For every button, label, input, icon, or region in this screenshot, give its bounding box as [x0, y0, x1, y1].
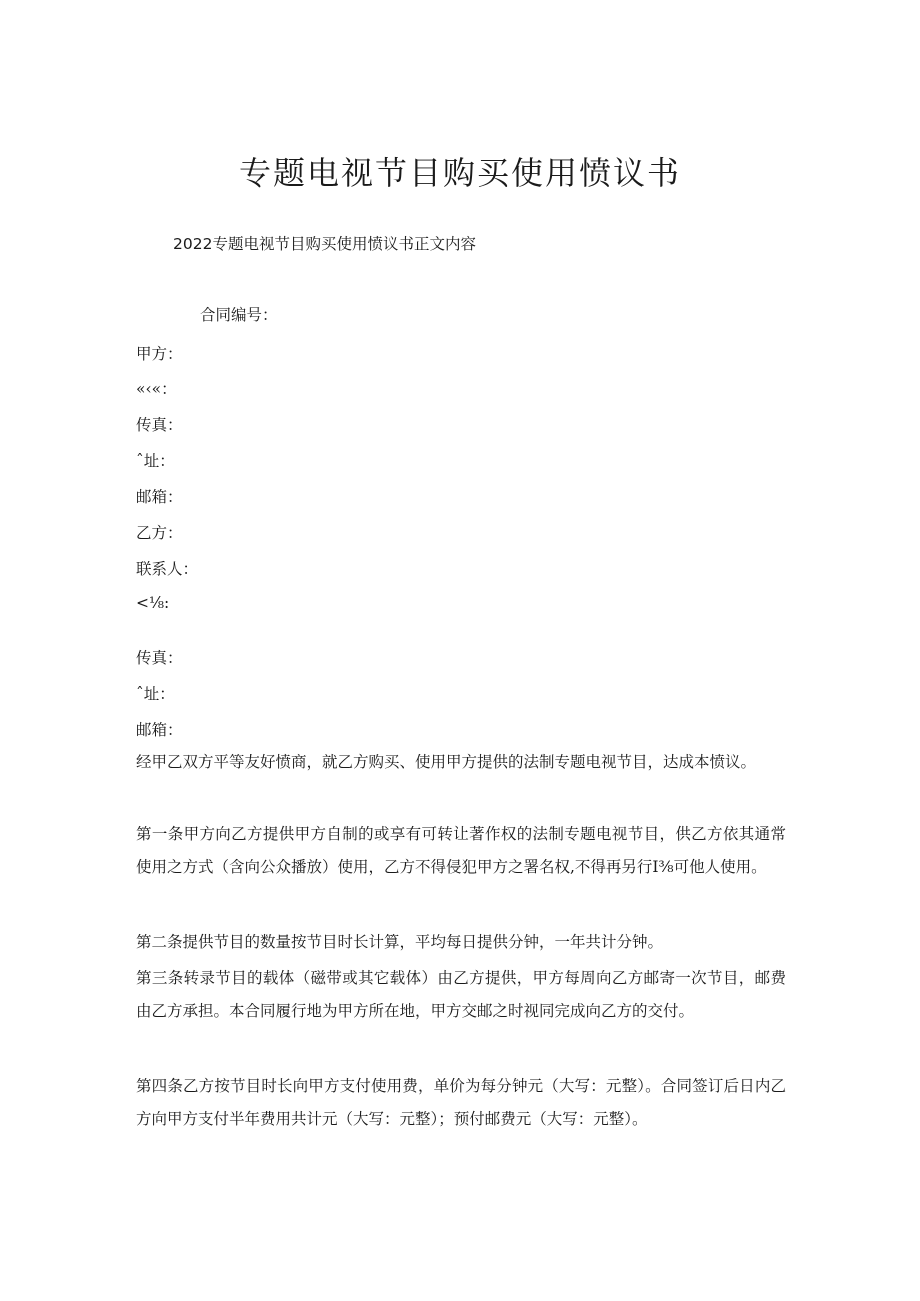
- paragraph-article-4: 第四条乙方按节目时长向甲方支付使用费，单价为每分钟元（大写：元整）。合同签订后日内乙方向甲方支付半年费用共计元（大写：元整）；预付邮费元（大写：元整）。: [136, 1077, 786, 1128]
- paragraph-article-3: 第三条转录节目的载体（磁带或其它载体）由乙方提供，甲方每周向乙方邮寄一次节目，邮费由乙方承担。本合同履行地为甲方所在地，甲方交邮之时视同完成向乙方的交付。: [136, 969, 786, 1020]
- party-b-phone-label: <⅛:: [136, 594, 170, 612]
- party-a-email-label: 邮箱：: [136, 488, 183, 506]
- party-b-email-label: 邮箱：: [136, 721, 183, 739]
- party-b-fax-label: 传真：: [136, 649, 183, 667]
- paragraph-article-1: 第一条甲方向乙方提供甲方自制的或享有可转让著作权的法制专题电视节目，供乙方依其通常使用之方式（含向公众播放）使用，乙方不得侵犯甲方之署名权,不得再另行I⅜可他人使用。: [136, 825, 786, 876]
- party-b-label: 乙方：: [136, 524, 183, 542]
- paragraph-article-2: 第二条提供节目的数量按节目时长计算，平均每日提供分钟，一年共计分钟。: [136, 933, 664, 951]
- party-b-contact-label: 联系人：: [136, 560, 199, 578]
- contract-number-label: 合同编号：: [200, 306, 278, 324]
- party-a-label: 甲方：: [136, 345, 183, 363]
- party-a-address-label: ˆ址：: [136, 452, 175, 470]
- party-a-phone-label: «‹«：: [136, 380, 177, 398]
- document-title: 专题电视节目购买使用愤议书: [238, 154, 681, 192]
- party-a-fax-label: 传真：: [136, 416, 183, 434]
- paragraph-preamble: 经甲乙双方平等友好愤商，就乙方购买、使用甲方提供的法制专题电视节目，达成本愤议。: [136, 753, 757, 771]
- document-subtitle: 2022专题电视节目购买使用愤议书正文内容: [173, 235, 476, 253]
- party-b-address-label: ˆ址：: [136, 685, 175, 703]
